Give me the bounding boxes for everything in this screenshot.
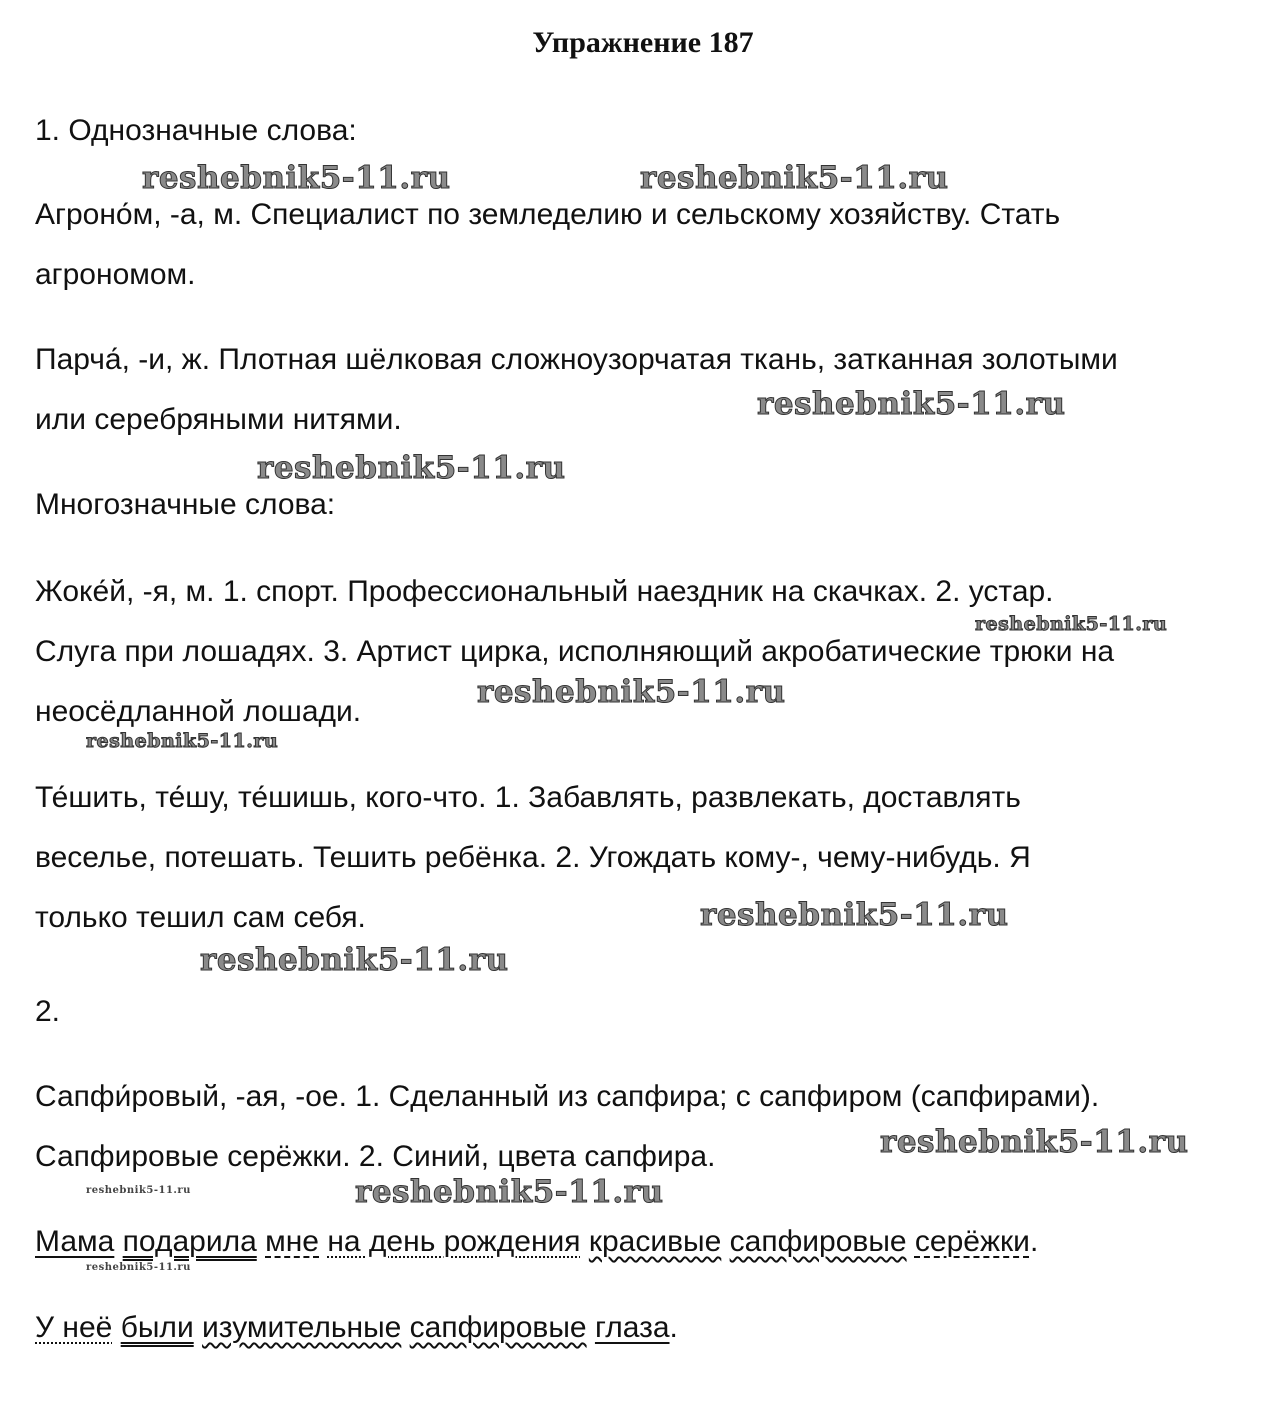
watermark: reshebnik5-11.ru <box>477 674 786 710</box>
object-word: серёжки <box>914 1225 1030 1258</box>
adverbial-phrase: У неё <box>35 1311 113 1344</box>
definition-teshit-line2: веселье, потешать. Тешить ребёнка. 2. Угождать кому-, чему-нибудь. Я <box>35 841 1031 874</box>
watermark: reshebnik5-11.ru <box>975 613 1168 635</box>
watermark: reshebnik5-11.ru <box>86 730 279 752</box>
section1-label: 1. Однозначные слова: <box>35 114 357 147</box>
definition-sapfir-line1: Сапфи́ровый, -ая, -ое. 1. Сделанный из сапфира; с сапфиром (сапфирами). <box>35 1080 1100 1113</box>
watermark: reshebnik5-11.ru <box>700 897 1009 933</box>
definition-parcha-line1: Парча́, -и, ж. Плотная шёлковая сложноузорчатая ткань, затканная золотыми <box>35 343 1118 376</box>
attribute-word: красивые <box>588 1225 722 1258</box>
subject-word: глаза <box>594 1311 670 1344</box>
watermark: reshebnik5-11.ru <box>880 1124 1189 1160</box>
multivalued-words-label: Многозначные слова: <box>35 488 336 521</box>
attribute-word: сапфировые <box>409 1311 587 1344</box>
adverbial-phrase: на день рождения <box>327 1225 581 1258</box>
definition-teshit-line3: только тешил сам себя. <box>35 901 366 934</box>
page-title: Упражнение 187 <box>532 26 754 59</box>
definition-parcha-line2: или серебряными нитями. <box>35 403 402 436</box>
object-word: мне <box>265 1225 319 1258</box>
watermark: reshebnik5-11.ru <box>200 942 509 978</box>
predicate-word: были <box>120 1311 194 1344</box>
attribute-word: изумительные <box>202 1311 402 1344</box>
sentence-end: . <box>1029 1225 1039 1258</box>
predicate-word: подарила <box>122 1225 257 1258</box>
definition-jockey-line3: неосёдланной лошади. <box>35 695 362 728</box>
watermark: reshebnik5-11.ru <box>86 1262 191 1273</box>
watermark: reshebnik5-11.ru <box>257 450 566 486</box>
example-sentence-1 <box>35 1225 1038 1259</box>
section2-label: 2. <box>35 995 61 1028</box>
watermark: reshebnik5-11.ru <box>355 1174 664 1210</box>
watermark: reshebnik5-11.ru <box>757 386 1066 422</box>
definition-agronom-line1: Агроно́м, -а, м. Специалист по земледелию и сельскому хозяйству. Стать <box>35 198 1061 231</box>
watermark: reshebnik5-11.ru <box>86 1185 191 1196</box>
subject-word: Мама <box>35 1225 115 1258</box>
definition-teshit-line1: Те́шить, те́шу, те́шишь, кого-что. 1. Забавлять, развлекать, доставлять <box>35 781 1021 814</box>
example-sentence-2 <box>35 1311 678 1345</box>
watermark: reshebnik5-11.ru <box>142 160 451 196</box>
sentence-end: . <box>669 1311 678 1344</box>
definition-agronom-line2: агрономом. <box>35 258 196 291</box>
attribute-word: сапфировые <box>729 1225 907 1258</box>
definition-sapfir-line2: Сапфировые серёжки. 2. Синий, цвета сапфира. <box>35 1140 716 1173</box>
watermark: reshebnik5-11.ru <box>640 160 949 196</box>
definition-jockey-line1: Жоке́й, -я, м. 1. спорт. Профессиональный наездник на скачках. 2. устар. <box>35 575 1054 608</box>
definition-jockey-line2: Слуга при лошадях. 3. Артист цирка, исполняющий акробатические трюки на <box>35 635 1115 668</box>
